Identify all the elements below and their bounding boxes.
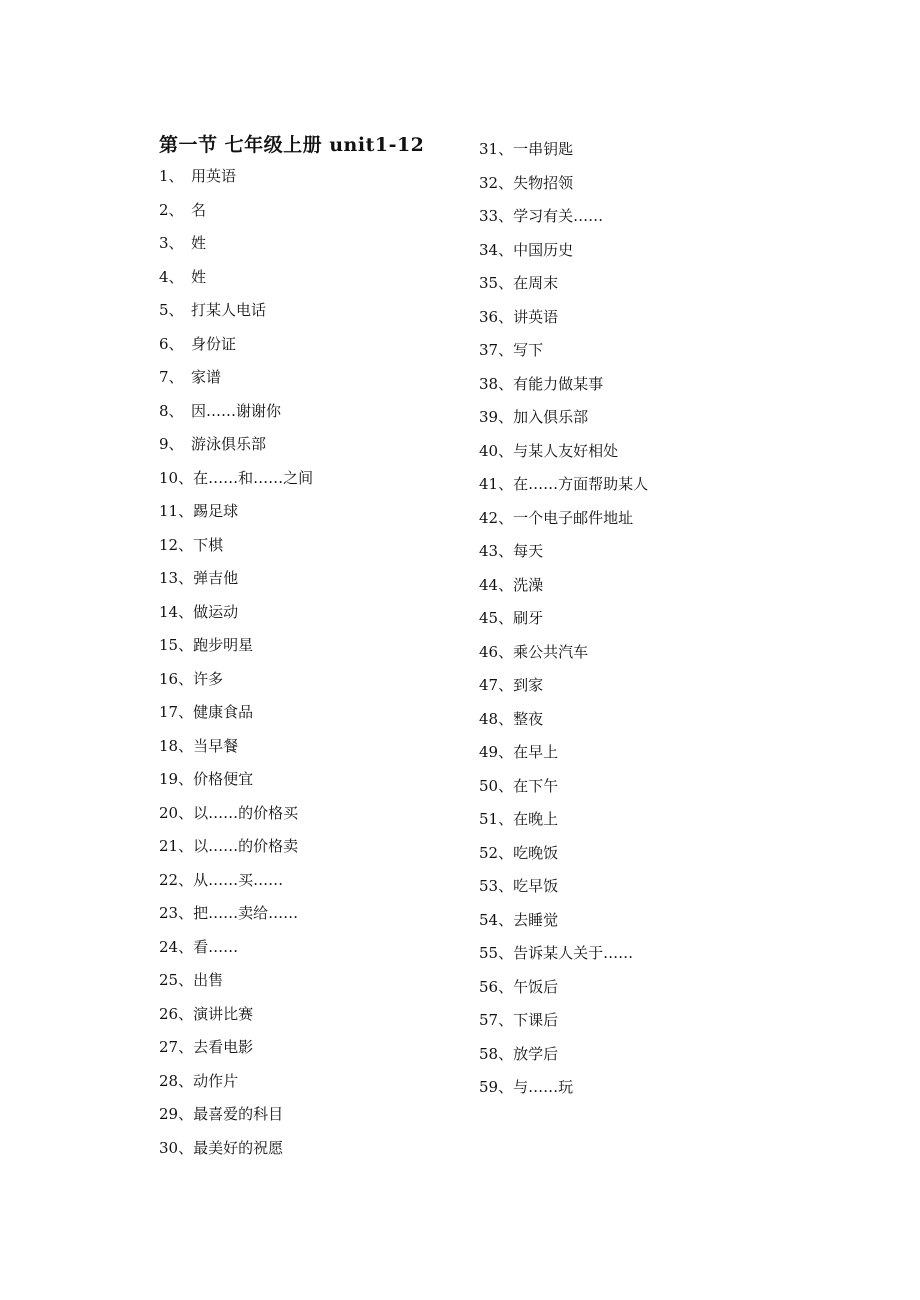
vocab-item-text: 失物招领 [513, 173, 574, 192]
vocab-item-number: 29、 [159, 1105, 194, 1123]
vocab-item-text: 姓 [191, 234, 207, 252]
vocab-item [159, 602, 313, 636]
vocab-item-number: 40、 [479, 441, 514, 460]
vocab-item [479, 709, 648, 743]
vocab-item-text: 放学后 [513, 1044, 559, 1063]
vocab-item [479, 541, 648, 575]
vocab-item-number: 50、 [479, 776, 514, 795]
vocab-item-text: 出售 [193, 971, 224, 989]
vocab-item-text: 把……卖给…… [193, 904, 299, 922]
vocab-item-text: 中国历史 [513, 240, 574, 259]
vocab-item [479, 1010, 648, 1044]
vocab-item [159, 568, 313, 602]
vocab-item-text: 弹吉他 [193, 569, 239, 587]
vocab-item-text: 价格便宜 [193, 770, 254, 788]
vocab-item-number: 27、 [159, 1038, 194, 1056]
vocab-item-text: 在周末 [513, 274, 559, 292]
vocab-item-text: 家谱 [191, 368, 222, 386]
vocab-item-text: 学习有关…… [513, 207, 604, 225]
vocab-item [479, 608, 648, 642]
section-title: 第一节 七年级上册 unit1-12 [159, 134, 425, 156]
vocab-item-number: 22、 [159, 870, 194, 889]
vocab-item-text: 当早餐 [193, 736, 239, 755]
vocab-item-text: 从……买…… [193, 870, 284, 889]
vocab-item-text: 一个电子邮件地址 [513, 508, 634, 527]
vocab-item-text: 下课后 [513, 1011, 559, 1029]
vocab-item-text: 打某人电话 [191, 301, 267, 319]
vocab-item-number: 1、 [159, 167, 184, 185]
vocab-item-number: 41、 [479, 475, 514, 493]
vocab-item-number: 5、 [159, 301, 184, 319]
vocab-item-number: 6、 [159, 334, 184, 353]
vocab-item [159, 334, 313, 368]
vocab-item-text: 去睡觉 [513, 910, 559, 929]
vocab-item [159, 669, 313, 703]
vocab-item-text: 动作片 [193, 1071, 239, 1090]
vocab-item [479, 1077, 648, 1111]
vocab-item [479, 742, 648, 776]
vocab-item-number: 15、 [159, 636, 194, 654]
vocab-item-text: 乘公共汽车 [513, 642, 589, 661]
vocab-item-text: 最喜爱的科目 [193, 1105, 284, 1123]
vocab-item-number: 51、 [479, 810, 514, 828]
vocab-item-number: 23、 [159, 904, 194, 922]
vocab-item [159, 468, 313, 502]
vocab-item-text: 整夜 [513, 709, 544, 728]
vocab-item [479, 508, 648, 542]
vocab-item-number: 19、 [159, 770, 194, 788]
vocab-item [159, 200, 313, 234]
vocab-item-number: 56、 [479, 977, 514, 996]
vocab-item-number: 38、 [479, 374, 514, 393]
vocab-item-text: 刷牙 [513, 609, 544, 627]
vocab-item-number: 46、 [479, 642, 514, 661]
vocab-item-number: 47、 [479, 676, 514, 694]
vocab-item-number: 42、 [479, 508, 514, 527]
vocab-item-text: 因……谢谢你 [191, 401, 282, 420]
vocab-item [479, 675, 648, 709]
vocab-item-number: 54、 [479, 910, 514, 929]
vocab-item [159, 769, 313, 803]
vocab-item [159, 1037, 313, 1071]
vocab-list-left [159, 166, 313, 1171]
vocab-item [479, 776, 648, 810]
vocab-item [159, 1104, 313, 1138]
vocab-item-text: 最美好的祝愿 [193, 1138, 284, 1157]
vocab-item-number: 32、 [479, 173, 514, 192]
vocab-item-number: 17、 [159, 703, 194, 721]
vocab-item [479, 139, 648, 173]
vocab-item-number: 45、 [479, 609, 514, 627]
vocab-item-number: 12、 [159, 535, 194, 554]
vocab-item-text: 以……的价格买 [193, 803, 299, 822]
vocab-item [159, 166, 313, 200]
vocab-item-number: 20、 [159, 803, 194, 822]
vocab-item [479, 977, 648, 1011]
vocab-item [479, 910, 648, 944]
vocab-item [479, 340, 648, 374]
vocab-item-number: 33、 [479, 207, 514, 225]
vocab-item-number: 30、 [159, 1138, 194, 1157]
vocab-item [479, 876, 648, 910]
vocab-item-number: 59、 [479, 1078, 514, 1096]
vocab-item-number: 31、 [479, 140, 514, 158]
vocab-item-text: 吃晚饭 [513, 843, 559, 862]
vocab-item-number: 39、 [479, 408, 514, 426]
vocab-item-text: 以……的价格卖 [193, 837, 299, 855]
vocab-item [479, 374, 648, 408]
vocab-item [479, 173, 648, 207]
vocab-item-number: 49、 [479, 743, 514, 761]
vocab-item-text: 告诉某人关于…… [513, 944, 634, 962]
vocab-item-number: 14、 [159, 602, 194, 621]
vocab-item-number: 24、 [159, 937, 194, 956]
vocab-item-text: 在……和……之间 [193, 468, 314, 487]
vocab-item-text: 演讲比赛 [193, 1004, 254, 1023]
vocab-item [159, 1004, 313, 1038]
vocab-item-text: 讲英语 [513, 307, 559, 326]
vocab-item-number: 52、 [479, 843, 514, 862]
vocab-item [159, 501, 313, 535]
vocab-item [479, 474, 648, 508]
vocab-item [159, 970, 313, 1004]
vocab-item-number: 25、 [159, 971, 194, 989]
vocab-item-text: 加入俱乐部 [513, 408, 589, 426]
vocab-item-text: 与……玩 [513, 1078, 574, 1096]
vocab-item [159, 635, 313, 669]
vocab-item-number: 43、 [479, 542, 514, 560]
vocab-item-text: 姓 [191, 267, 207, 286]
vocab-item-text: 到家 [513, 676, 544, 694]
vocab-item [479, 441, 648, 475]
vocab-item [479, 1044, 648, 1078]
vocab-item-text: 名 [191, 200, 207, 219]
vocab-item-number: 8、 [159, 401, 184, 420]
vocab-item [479, 943, 648, 977]
vocab-item [479, 307, 648, 341]
vocab-item [159, 803, 313, 837]
vocab-item-number: 3、 [159, 234, 184, 252]
vocab-item-number: 11、 [159, 502, 194, 520]
vocab-item-number: 37、 [479, 341, 514, 359]
vocab-item [479, 809, 648, 843]
vocab-item [159, 233, 313, 267]
vocab-item-number: 2、 [159, 200, 184, 219]
vocab-item-text: 一串钥匙 [513, 140, 574, 158]
vocab-item-number: 10、 [159, 468, 194, 487]
vocab-item-text: 有能力做某事 [513, 374, 604, 393]
vocab-item-number: 57、 [479, 1011, 514, 1029]
vocab-item-number: 7、 [159, 368, 184, 386]
vocab-item-text: 在早上 [513, 743, 559, 761]
vocab-item [159, 535, 313, 569]
vocab-item [159, 903, 313, 937]
vocab-item-text: 吃早饭 [513, 877, 559, 895]
vocab-item-number: 4、 [159, 267, 184, 286]
vocab-item-text: 做运动 [193, 602, 239, 621]
vocab-item [479, 273, 648, 307]
vocab-item-number: 58、 [479, 1044, 514, 1063]
vocab-item-text: 去看电影 [193, 1038, 254, 1056]
vocab-item-number: 48、 [479, 709, 514, 728]
vocab-item-text: 游泳俱乐部 [191, 435, 267, 453]
vocab-item-number: 28、 [159, 1071, 194, 1090]
vocab-item [479, 575, 648, 609]
vocab-item-number: 18、 [159, 736, 194, 755]
vocab-item-text: 踢足球 [193, 502, 239, 520]
vocab-item [159, 300, 313, 334]
vocab-item-text: 写下 [513, 341, 544, 359]
vocab-item-text: 每天 [513, 542, 544, 560]
vocab-item-number: 44、 [479, 575, 514, 594]
vocab-item-text: 与某人友好相处 [513, 441, 619, 460]
vocab-item [159, 401, 313, 435]
vocab-item [159, 702, 313, 736]
vocab-item-text: 午饭后 [513, 977, 559, 996]
vocab-list-right [479, 139, 648, 1111]
vocab-item [159, 836, 313, 870]
vocab-item-text: 跑步明星 [193, 636, 254, 654]
vocab-item [159, 267, 313, 301]
vocab-item [159, 367, 313, 401]
vocab-item [159, 736, 313, 770]
vocab-item-text: 看…… [193, 937, 239, 956]
vocab-item-number: 26、 [159, 1004, 194, 1023]
vocab-item [479, 843, 648, 877]
vocab-item-number: 13、 [159, 569, 194, 587]
vocab-item-text: 在下午 [513, 776, 559, 795]
vocab-item-text: 许多 [193, 669, 224, 688]
vocab-item [479, 407, 648, 441]
vocab-item [159, 434, 313, 468]
vocab-item [159, 1071, 313, 1105]
vocab-item-number: 9、 [159, 435, 184, 453]
vocab-item-number: 55、 [479, 944, 514, 962]
vocab-item-number: 36、 [479, 307, 514, 326]
vocab-item-number: 21、 [159, 837, 194, 855]
vocab-item-number: 35、 [479, 274, 514, 292]
vocab-item-text: 用英语 [191, 167, 237, 185]
vocab-item [159, 870, 313, 904]
vocab-item-number: 53、 [479, 877, 514, 895]
vocab-item [159, 1138, 313, 1172]
vocab-item-text: 洗澡 [513, 575, 544, 594]
vocab-item-text: 下棋 [193, 535, 224, 554]
vocab-item-number: 34、 [479, 240, 514, 259]
vocab-item [159, 937, 313, 971]
vocab-item-number: 16、 [159, 669, 194, 688]
vocab-item-text: 在晚上 [513, 810, 559, 828]
vocab-item-text: 健康食品 [193, 703, 254, 721]
vocab-item-text: 身份证 [191, 334, 237, 353]
vocab-item-text: 在……方面帮助某人 [513, 475, 649, 493]
vocab-item [479, 206, 648, 240]
vocab-item [479, 642, 648, 676]
vocab-item [479, 240, 648, 274]
